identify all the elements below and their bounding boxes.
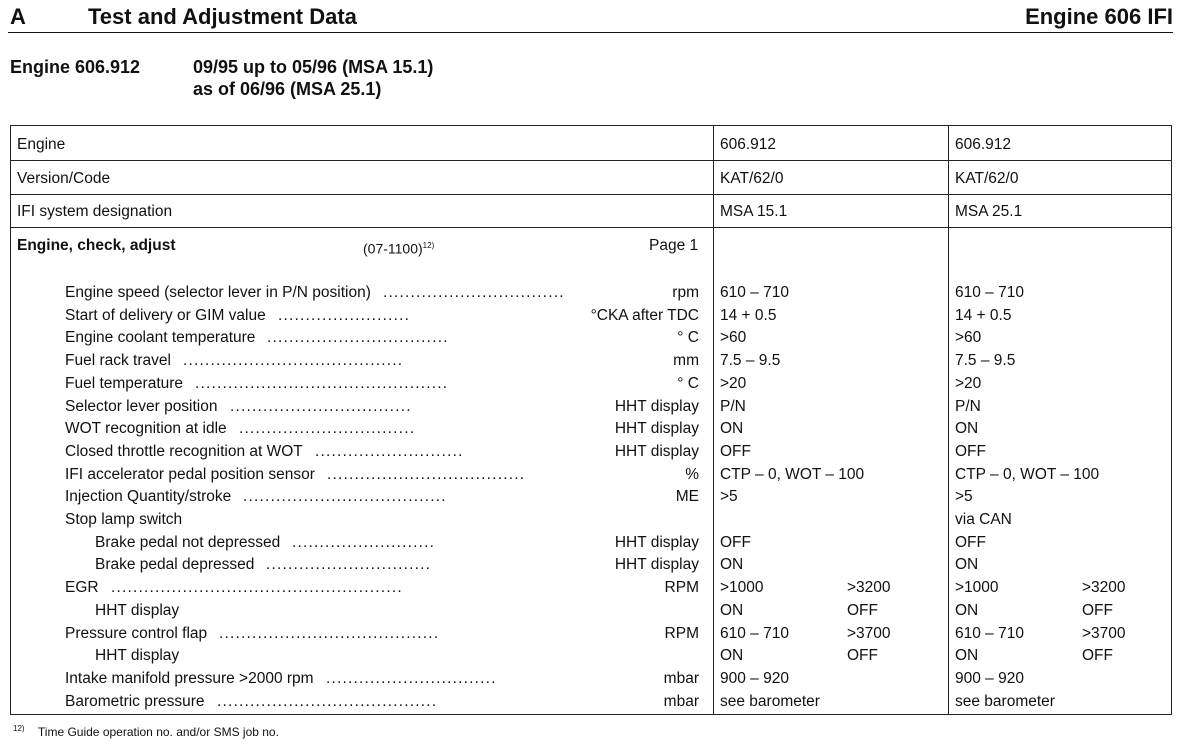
row-label: Barometric pressure bbox=[65, 692, 205, 710]
value-c1a: ON bbox=[720, 647, 744, 665]
leader-dots: .................................... bbox=[327, 465, 526, 483]
value-c1b: OFF bbox=[847, 601, 878, 619]
row-label: HHT display bbox=[95, 647, 180, 665]
row-unit: mbar bbox=[663, 669, 699, 687]
leader-dots: ................................. bbox=[230, 397, 412, 415]
value-c2a: ON bbox=[955, 601, 979, 619]
leader-dots: ........................................ bbox=[217, 692, 438, 710]
row-divider bbox=[11, 227, 1171, 228]
leader-dots: ............................... bbox=[326, 669, 497, 687]
footnote-marker: 12) bbox=[13, 724, 25, 733]
value-c1b: OFF bbox=[847, 647, 878, 665]
row-label: Brake pedal depressed bbox=[95, 556, 255, 574]
value-c2a: 7.5 – 9.5 bbox=[955, 352, 1016, 370]
section-title: Engine, check, adjust bbox=[17, 237, 176, 254]
leader-dots: ................................ bbox=[239, 420, 416, 438]
row-label: Engine coolant temperature bbox=[65, 329, 256, 347]
leader-dots: ........................................ bbox=[183, 352, 404, 370]
value-c2a: 14 + 0.5 bbox=[955, 306, 1012, 324]
row-label: Engine speed (selector lever in P/N position) bbox=[65, 284, 371, 301]
row-divider bbox=[11, 160, 1171, 161]
leader-dots: ..................................................... bbox=[111, 579, 403, 597]
value-c2a: 610 – 710 bbox=[955, 284, 1024, 301]
value-c1a: see barometer bbox=[720, 692, 820, 710]
leader-dots: ........................... bbox=[315, 442, 464, 460]
leader-dots: ................................. bbox=[267, 329, 449, 347]
row-label: Injection Quantity/stroke bbox=[65, 488, 232, 506]
row-label: Selector lever position bbox=[65, 397, 218, 415]
row-unit: RPM bbox=[664, 624, 699, 642]
row-label-system: IFI system designation bbox=[17, 203, 173, 220]
column-divider-1 bbox=[713, 126, 714, 714]
footnote bbox=[13, 724, 279, 739]
section-letter: A bbox=[10, 4, 26, 29]
value-c1a: >1000 bbox=[720, 579, 764, 597]
value-c2a: ON bbox=[955, 647, 979, 665]
engine-version-line-1: 09/95 up to 05/96 (MSA 15.1) bbox=[193, 57, 434, 77]
section-page: Page 1 bbox=[649, 237, 699, 254]
value-c1a: 610 – 710 bbox=[720, 284, 789, 301]
value-c1a: P/N bbox=[720, 397, 746, 415]
row-label: Pressure control flap bbox=[65, 624, 208, 642]
engine-title: Engine 606 IFI bbox=[1025, 4, 1173, 29]
value-c1a: 7.5 – 9.5 bbox=[720, 352, 781, 370]
engine-col1: 606.912 bbox=[720, 136, 777, 153]
version-col2: KAT/62/0 bbox=[955, 170, 1019, 187]
leader-dots: .............................. bbox=[266, 556, 432, 574]
value-c2a: >1000 bbox=[955, 579, 999, 597]
row-unit: HHT display bbox=[614, 442, 699, 460]
value-c1b: >3200 bbox=[847, 579, 891, 597]
row-unit: mm bbox=[673, 352, 699, 370]
value-c2a: see barometer bbox=[955, 692, 1055, 710]
value-c1a: 900 – 920 bbox=[720, 669, 789, 687]
row-label: Fuel temperature bbox=[65, 374, 184, 392]
value-c2b: >3700 bbox=[1082, 624, 1126, 642]
value-c2a: OFF bbox=[955, 533, 986, 551]
value-c1a: >5 bbox=[720, 488, 738, 506]
row-label: Stop lamp switch bbox=[65, 511, 183, 528]
row-unit: RPM bbox=[664, 579, 699, 597]
row-label: EGR bbox=[65, 579, 99, 597]
value-c1a: 610 – 710 bbox=[720, 624, 789, 642]
version-col1: KAT/62/0 bbox=[720, 170, 784, 187]
footnote-text: Time Guide operation no. and/or SMS job no. bbox=[37, 725, 279, 739]
row-unit: ° C bbox=[677, 374, 699, 392]
system-col2: MSA 25.1 bbox=[955, 203, 1023, 220]
value-c1a: 14 + 0.5 bbox=[720, 306, 777, 324]
row-label: WOT recognition at idle bbox=[65, 420, 227, 438]
engine-col2: 606.912 bbox=[955, 136, 1012, 153]
value-c2a: >60 bbox=[955, 329, 982, 347]
row-unit: mbar bbox=[663, 692, 699, 710]
section-ref-number: (07-1100) bbox=[363, 240, 423, 257]
row-unit: HHT display bbox=[614, 397, 699, 415]
row-divider bbox=[11, 194, 1171, 195]
value-c1a: OFF bbox=[720, 442, 751, 460]
row-unit: % bbox=[685, 465, 699, 483]
value-c2a: via CAN bbox=[955, 511, 1012, 528]
value-c1b: >3700 bbox=[847, 624, 891, 642]
row-label: Start of delivery or GIM value bbox=[65, 306, 266, 324]
leader-dots: ................................. bbox=[383, 284, 565, 301]
value-c2a: ON bbox=[955, 420, 979, 438]
leader-dots: ........................................ bbox=[219, 624, 440, 642]
value-c2a: ON bbox=[955, 556, 979, 574]
row-unit: rpm bbox=[672, 284, 699, 301]
section-reference bbox=[363, 237, 434, 258]
value-c1a: >20 bbox=[720, 374, 747, 392]
row-unit: °CKA after TDC bbox=[590, 306, 699, 324]
page-title: Test and Adjustment Data bbox=[88, 4, 357, 29]
leader-dots: .......................... bbox=[292, 533, 436, 551]
value-c1a: CTP – 0, WOT – 100 bbox=[720, 465, 865, 483]
row-unit: HHT display bbox=[614, 420, 699, 438]
value-c2b: OFF bbox=[1082, 647, 1113, 665]
row-label: Intake manifold pressure >2000 rpm bbox=[65, 669, 314, 687]
value-c2a: OFF bbox=[955, 442, 986, 460]
row-label: HHT display bbox=[95, 601, 180, 619]
value-c2a: 610 – 710 bbox=[955, 624, 1024, 642]
engine-label: Engine 606.912 bbox=[10, 57, 141, 77]
row-label: Closed throttle recognition at WOT bbox=[65, 442, 303, 460]
value-c1a: ON bbox=[720, 556, 744, 574]
value-c2b: >3200 bbox=[1082, 579, 1126, 597]
header-rule bbox=[8, 32, 1173, 33]
value-c1a: >60 bbox=[720, 329, 747, 347]
value-c2a: CTP – 0, WOT – 100 bbox=[955, 465, 1100, 483]
value-c1a: ON bbox=[720, 420, 744, 438]
row-label: IFI accelerator pedal position sensor bbox=[65, 465, 315, 483]
engine-version-line-2: as of 06/96 (MSA 25.1) bbox=[193, 79, 382, 99]
row-unit: HHT display bbox=[614, 533, 699, 551]
value-c1a: ON bbox=[720, 601, 744, 619]
value-c2a: 900 – 920 bbox=[955, 669, 1024, 687]
system-col1: MSA 15.1 bbox=[720, 203, 788, 220]
leader-dots: .............................................. bbox=[195, 374, 449, 392]
row-unit: ME bbox=[675, 488, 699, 506]
leader-dots: ........................ bbox=[278, 306, 411, 324]
row-label-engine: Engine bbox=[17, 136, 66, 153]
row-label: Brake pedal not depressed bbox=[95, 533, 281, 551]
row-label-version: Version/Code bbox=[17, 170, 111, 187]
row-unit: HHT display bbox=[614, 556, 699, 574]
value-c2b: OFF bbox=[1082, 601, 1113, 619]
leader-dots: ..................................... bbox=[243, 488, 447, 506]
value-c2a: >5 bbox=[955, 488, 973, 506]
value-c2a: >20 bbox=[955, 374, 982, 392]
value-c1a: OFF bbox=[720, 533, 751, 551]
row-label: Fuel rack travel bbox=[65, 352, 171, 370]
column-divider-2 bbox=[948, 126, 949, 714]
test-data-table bbox=[10, 125, 1172, 715]
row-unit: ° C bbox=[677, 329, 699, 347]
section-ref-footnote-marker: 12) bbox=[422, 241, 435, 250]
value-c2a: P/N bbox=[955, 397, 981, 415]
